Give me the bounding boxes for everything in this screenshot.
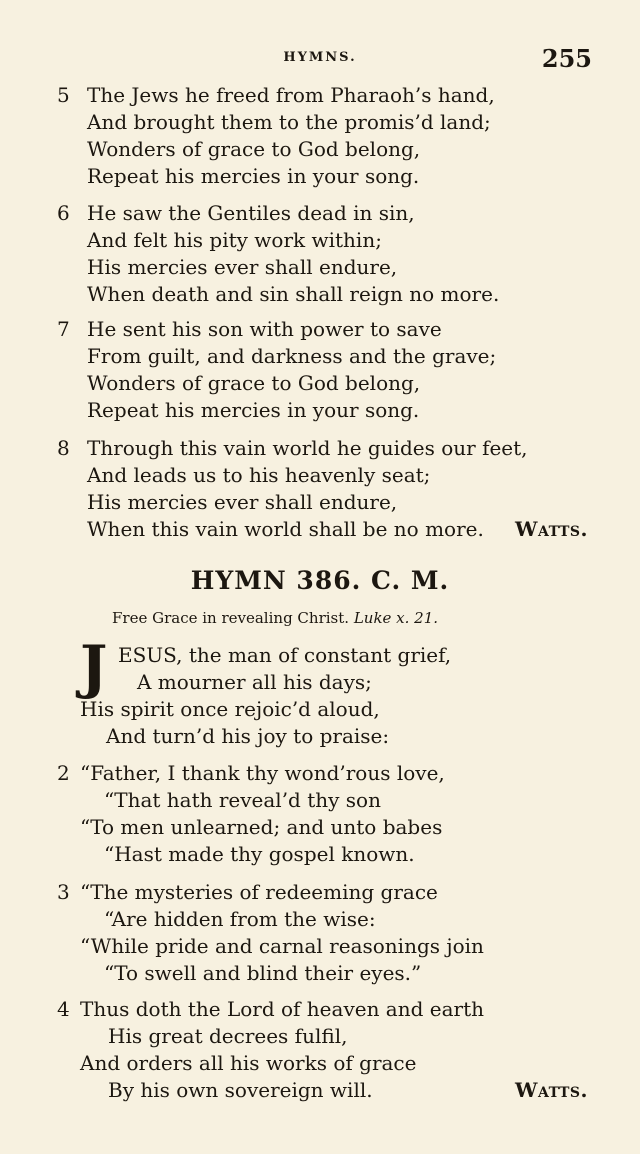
stanza-8 xyxy=(0,435,640,543)
stanza-line: And turn’d his joy to praise: xyxy=(106,724,390,748)
stanza-line: “Hast made thy gospel known. xyxy=(104,842,415,866)
stanza-line: And felt his pity work within; xyxy=(87,228,382,252)
stanza-line: Repeat his mercies in your song. xyxy=(87,398,420,422)
stanza-number: 3 xyxy=(57,880,70,904)
stanza-line: His mercies ever shall endure, xyxy=(87,255,398,279)
stanza-1 xyxy=(0,642,640,750)
stanza-7 xyxy=(0,316,640,424)
stanza-4 xyxy=(0,996,640,1104)
stanza-line: 7 He sent his son with power to save xyxy=(57,317,442,341)
stanza-line: “While pride and carnal reasonings join xyxy=(80,934,484,958)
stanza-line: When this vain world shall be no more. Watts. xyxy=(87,517,588,541)
stanza-number: 8 xyxy=(57,436,70,460)
stanza-line: ESUS, the man of constant grief, xyxy=(118,643,452,667)
stanza-number: 4 xyxy=(57,997,70,1021)
stanza-line: 5 The Jews he freed from Pharaoh’s hand, xyxy=(57,83,495,107)
stanza-2 xyxy=(0,760,640,868)
stanza-line: And leads us to his heavenly seat; xyxy=(87,463,431,487)
scripture-reference: Luke x. 21. xyxy=(353,609,439,627)
page-number: 255 xyxy=(541,44,592,73)
stanza-line: “To men unlearned; and unto babes xyxy=(80,815,443,839)
stanza-line: “That hath reveal’d thy son xyxy=(104,788,381,812)
running-head xyxy=(0,44,640,74)
stanza-line: Wonders of grace to God belong, xyxy=(87,371,421,395)
stanza-number: 5 xyxy=(57,83,70,107)
stanza-line: “Are hidden from the wise: xyxy=(104,907,376,931)
stanza-line: A mourner all his days; xyxy=(137,670,372,694)
stanza-line: His spirit once rejoic’d aloud, xyxy=(80,697,380,721)
stanza-line: And orders all his works of grace xyxy=(80,1051,417,1075)
stanza-line: Repeat his mercies in your song. xyxy=(87,164,420,188)
stanza-line: When death and sin shall reign no more. xyxy=(87,282,500,306)
stanza-line: 2 “Father, I thank thy wond’rous love, xyxy=(57,761,445,785)
drop-cap: J xyxy=(80,633,108,701)
running-title: HYMNS. xyxy=(283,50,357,65)
stanza-line: “To swell and blind their eyes.” xyxy=(104,961,422,985)
stanza-line: 6 He saw the Gentiles dead in sin, xyxy=(57,201,415,225)
hymn-subtitle xyxy=(112,609,438,627)
stanza-line: 4 Thus doth the Lord of heaven and earth xyxy=(57,997,485,1021)
stanza-5 xyxy=(0,82,640,190)
stanza-number: 2 xyxy=(57,761,70,785)
stanza-line: 3 “The mysteries of redeeming grace xyxy=(57,880,438,904)
attribution: Watts. xyxy=(515,517,588,541)
stanza-line: By his own sovereign will. Watts. xyxy=(108,1078,588,1102)
stanza-3 xyxy=(0,879,640,987)
stanza-line: His great decrees fulfil, xyxy=(108,1024,348,1048)
stanza-line: Wonders of grace to God belong, xyxy=(87,137,421,161)
hymn-subtitle-text: Free Grace in revealing Christ. xyxy=(112,609,350,627)
hymn-title: HYMN 386. C. M. xyxy=(190,566,450,595)
stanza-line: His mercies ever shall endure, xyxy=(87,490,398,514)
stanza-line: From guilt, and darkness and the grave; xyxy=(87,344,497,368)
stanza-6 xyxy=(0,200,640,308)
attribution: Watts. xyxy=(515,1078,588,1102)
stanza-line: And brought them to the promis’d land; xyxy=(87,110,491,134)
stanza-number: 7 xyxy=(57,317,70,341)
stanza-line: 8 Through this vain world he guides our feet, xyxy=(57,436,528,460)
stanza-number: 6 xyxy=(57,201,70,225)
